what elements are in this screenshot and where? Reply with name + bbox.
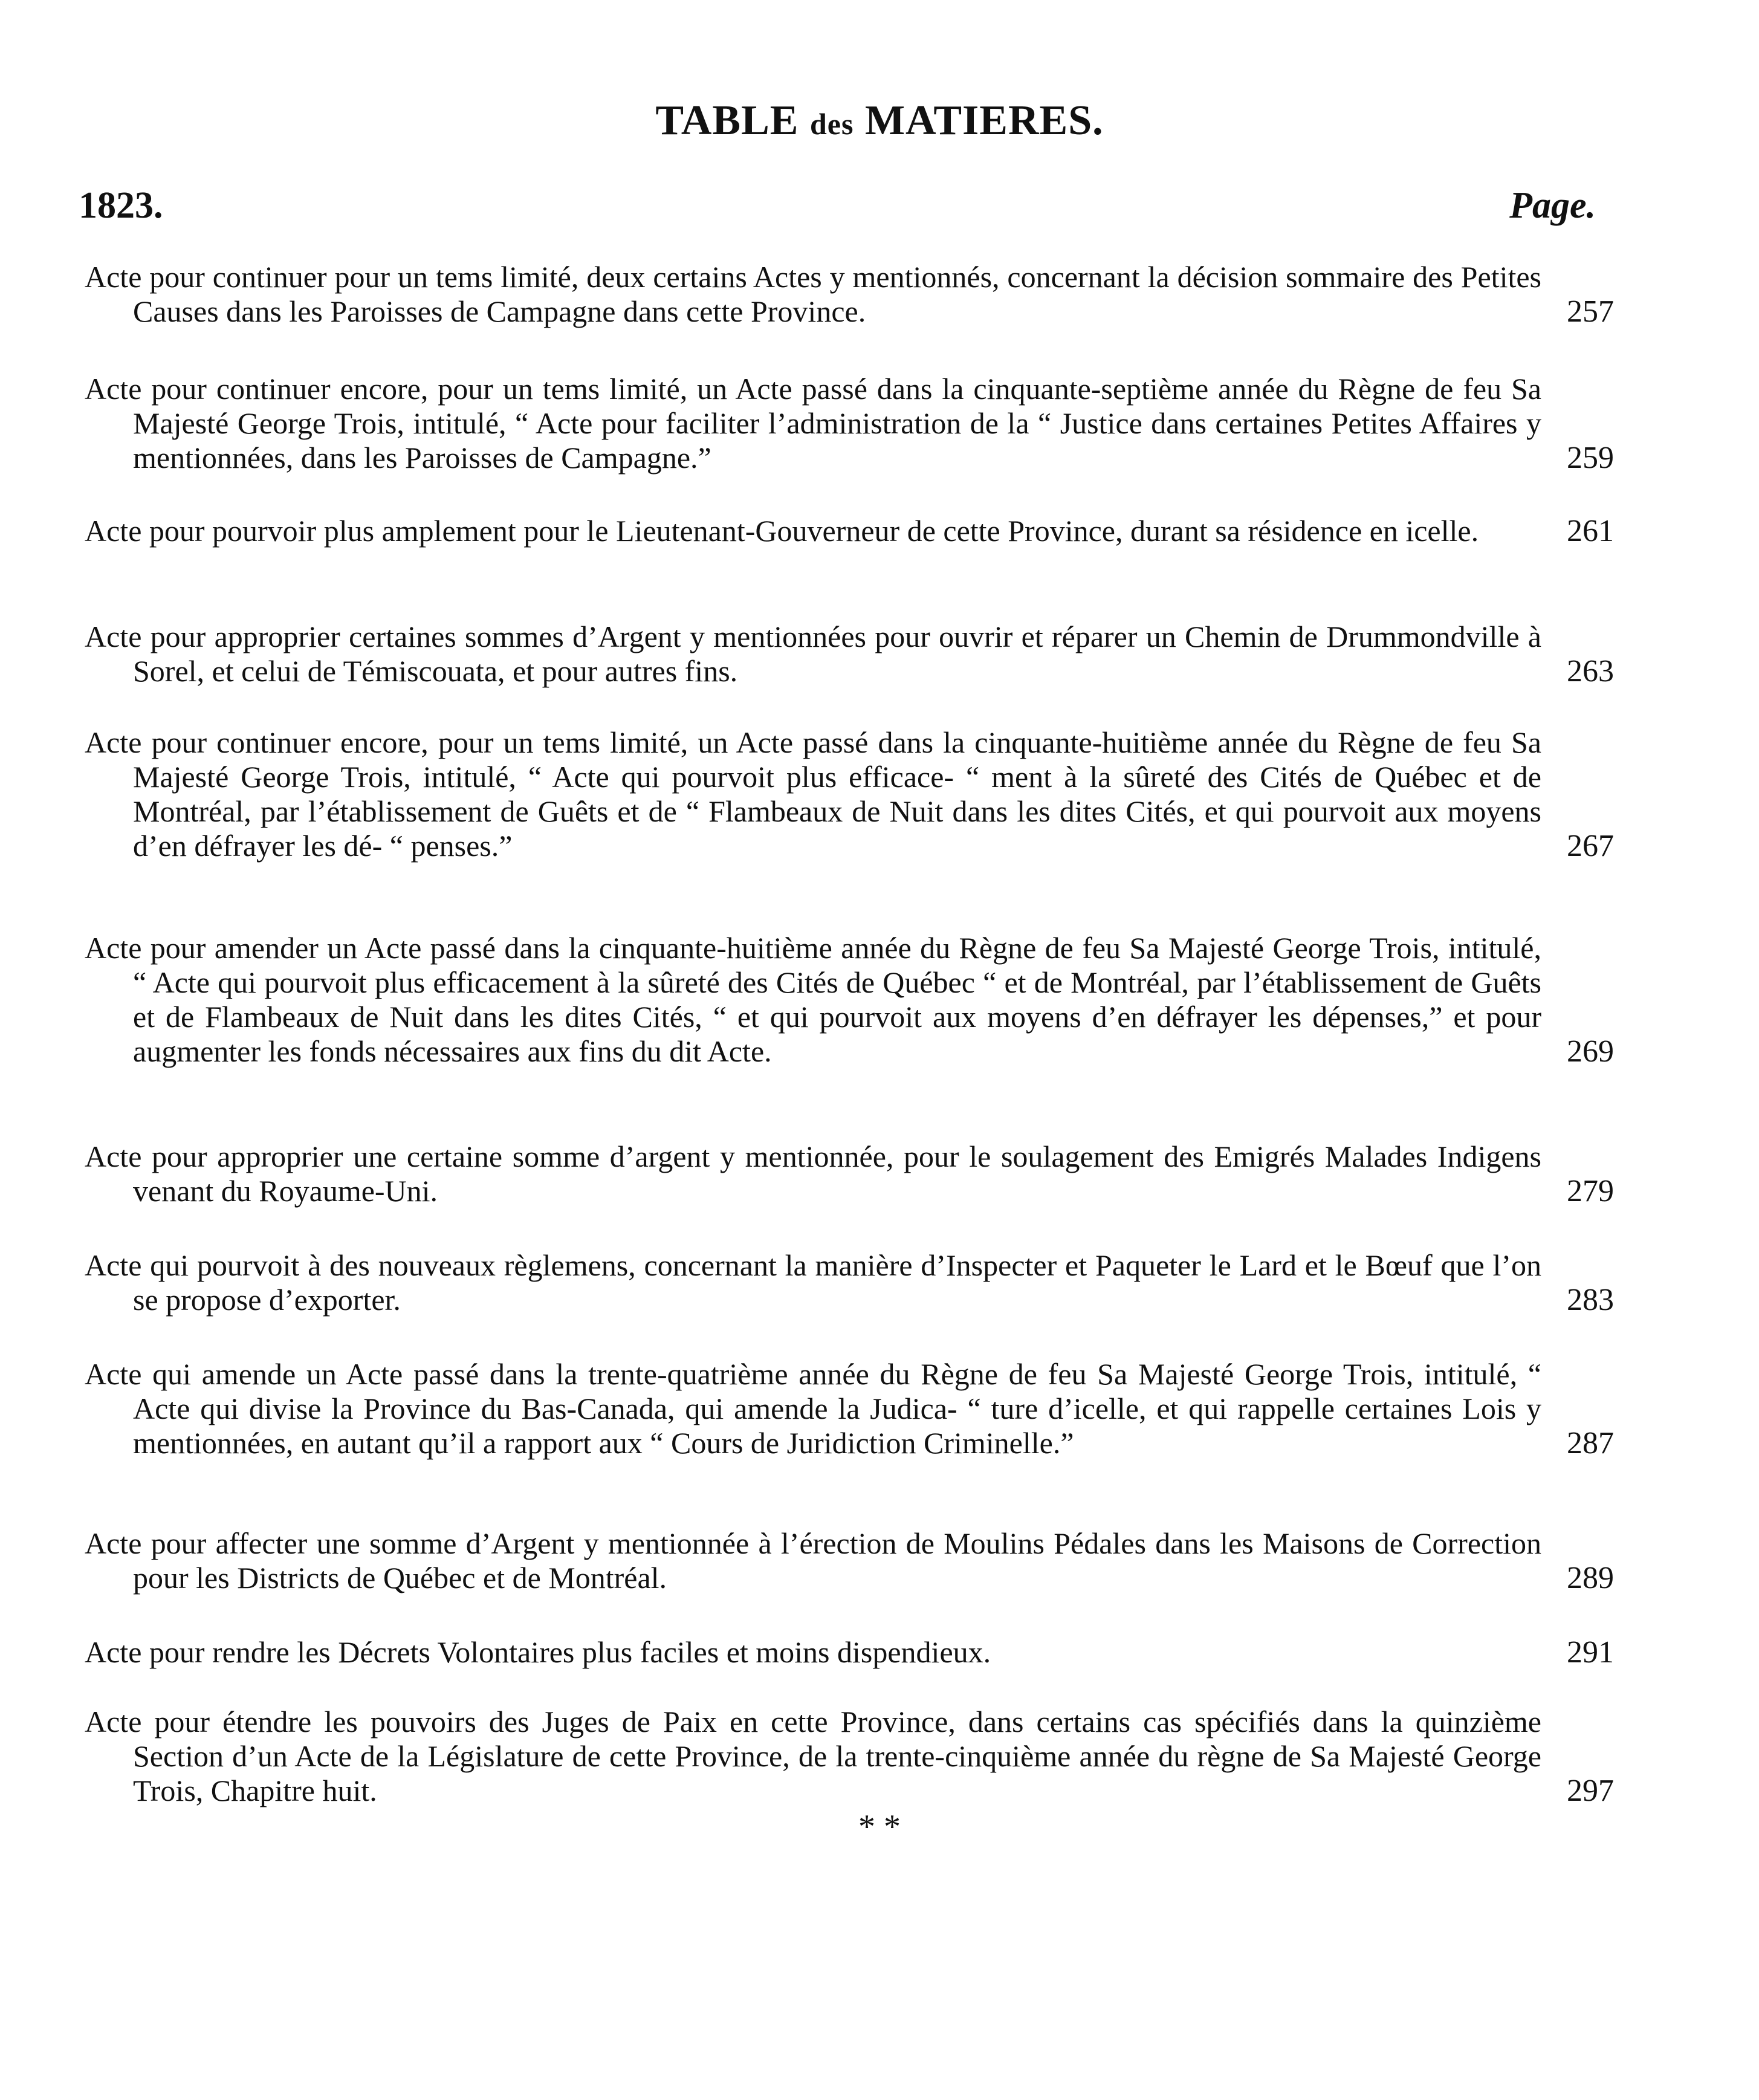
contents-entry [85, 1357, 1614, 1460]
entry-text: Acte pour étendre les pouvoirs des Juges de Paix en cette Province, dans certains cas spécifiés dans la quinzième Section d’un Acte de la Législature de cette Province, de la trente-cinquième année du règne de Sa Majesté George Trois, Chapitre huit. [85, 1705, 1541, 1807]
entry-text: Acte pour amender un Acte passé dans la cinquante-huitième année du Règne de feu Sa Majesté George Trois, intitulé, “ Acte qui pourvoit plus efficacement à la sûreté des Cités de Québec “ et de Montréal, par l’établissement de Guêts et de Flambeaux de Nuit dans les dites Cités, “ et qui pourvoit aux moyens d’en défrayer les dépenses,” et pour augmenter les fonds nécessaires aux fins du dit Acte. [85, 931, 1541, 1068]
closing-asterisks: * * [858, 1808, 901, 1846]
entry-text: Acte qui pourvoit à des nouveaux règlemens, concernant la manière d’Inspecter et Paqueter le Lard et le Bœuf que l’on se propose d’exporter. [85, 1248, 1541, 1317]
entry-text: Acte pour continuer encore, pour un tems limité, un Acte passé dans la cinquante-septième année du Règne de feu Sa Majesté George Trois, intitulé, “ Acte pour faciliter l’administration de la “ Justice dans certaines Petites Affaires y mentionnées, dans les Paroisses de Campagne.” [85, 372, 1541, 475]
entry-page-number: 259 [1567, 441, 1614, 475]
contents-entry [85, 1705, 1614, 1808]
entry-page-number: 269 [1567, 1034, 1614, 1069]
contents-entry [85, 1635, 1614, 1670]
contents-entry [85, 372, 1614, 475]
contents-entry [85, 931, 1614, 1069]
title-word-1: TABLE [655, 97, 799, 144]
title-word-3: MATIERES. [864, 97, 1104, 144]
entry-page-number: 261 [1567, 514, 1614, 548]
entry-page-number: 263 [1567, 654, 1614, 689]
entry-text: Acte pour continuer encore, pour un tems limité, un Acte passé dans la cinquante-huitième année du Règne de feu Sa Majesté George Trois, intitulé, “ Acte qui pourvoit plus efficace- “ ment à la sûreté des Cités de Québec et de Montréal, par l’établissement de Guêts et de “ Flambeaux de Nuit dans les dites Cités, et qui pourvoit aux moyens d’en défrayer les dé- “ penses.” [85, 725, 1541, 863]
contents-entry [85, 514, 1614, 548]
contents-entry [85, 1526, 1614, 1595]
page-column-heading: Page. [1509, 185, 1596, 226]
entry-text: Acte qui amende un Acte passé dans la trente-quatrième année du Règne de feu Sa Majesté George Trois, intitulé, “ Acte qui divise la Province du Bas-Canada, qui amende la Judica- “ ture d’icelle, et qui rappelle certaines Lois y mentionnées, en autant qu’il a rapport aux “ Cours de Juridiction Criminelle.” [85, 1357, 1541, 1460]
contents-entry [85, 620, 1614, 689]
entry-page-number: 297 [1567, 1774, 1614, 1808]
entry-page-number: 291 [1567, 1635, 1614, 1670]
entry-page-number: 267 [1567, 829, 1614, 863]
contents-entry [85, 1248, 1614, 1317]
contents-entry [85, 260, 1614, 329]
entry-page-number: 257 [1567, 294, 1614, 329]
contents-entry [85, 1139, 1614, 1208]
page-title [0, 97, 1759, 145]
title-word-2: des [809, 107, 854, 141]
entry-page-number: 287 [1567, 1426, 1614, 1460]
entry-page-number: 279 [1567, 1174, 1614, 1208]
entry-text: Acte pour approprier une certaine somme d’argent y mentionnée, pour le soulagement des Emigrés Malades Indigens venant du Royaume-Uni. [85, 1139, 1541, 1208]
entry-text: Acte pour approprier certaines sommes d’Argent y mentionnées pour ouvrir et réparer un Chemin de Drummondville à Sorel, et celui de Témiscouata, et pour autres fins. [85, 620, 1541, 688]
entry-page-number: 289 [1567, 1561, 1614, 1595]
entry-page-number: 283 [1567, 1283, 1614, 1317]
entry-text: Acte pour pourvoir plus amplement pour le Lieutenant-Gouverneur de cette Province, durant sa résidence en icelle. [85, 514, 1479, 548]
entry-text: Acte pour continuer pour un tems limité, deux certains Actes y mentionnés, concernant la décision sommaire des Petites Causes dans les Paroisses de Campagne dans cette Province. [85, 260, 1541, 328]
contents-entry [85, 725, 1614, 863]
year-heading: 1823. [79, 185, 163, 226]
entry-text: Acte pour rendre les Décrets Volontaires plus faciles et moins dispendieux. [85, 1635, 991, 1669]
entry-text: Acte pour affecter une somme d’Argent y mentionnée à l’érection de Moulins Pédales dans les Maisons de Correction pour les Districts de Québec et de Montréal. [85, 1526, 1541, 1595]
